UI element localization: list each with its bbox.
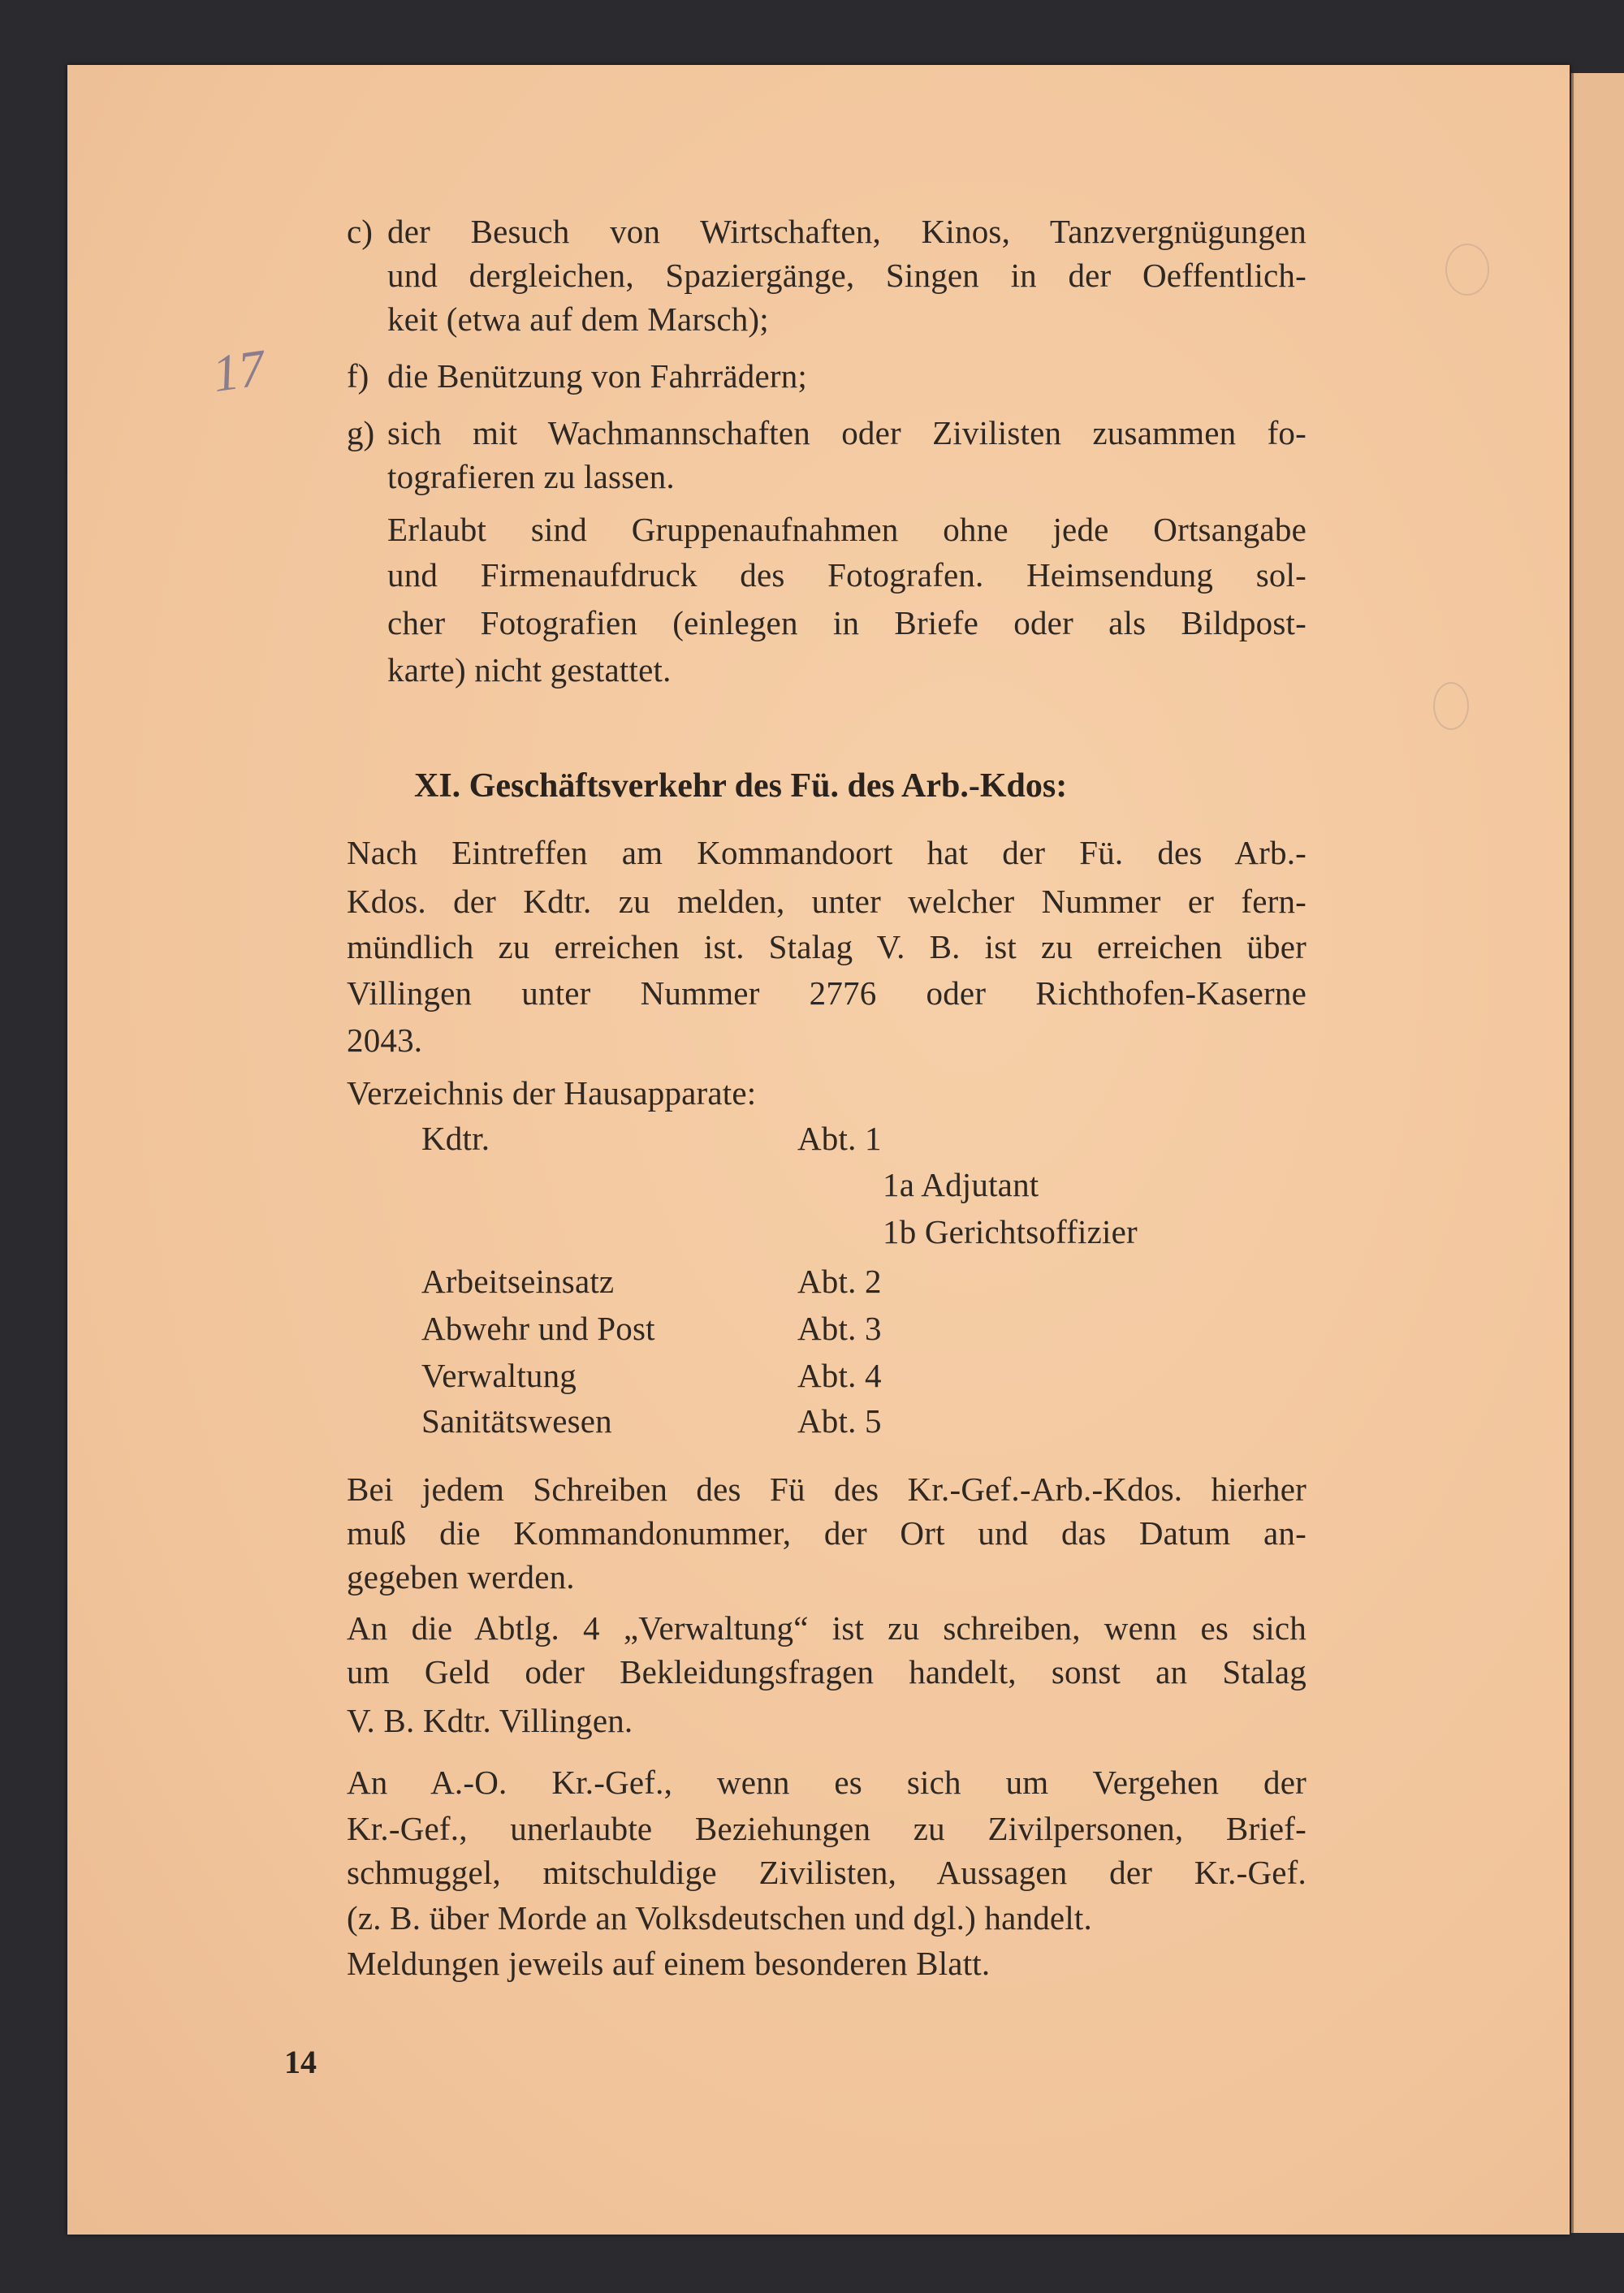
handwritten-note: 17 [209, 338, 269, 404]
directory-extension: Abt. 5 [797, 1402, 882, 1440]
directory-title: Verzeichnis der Hausapparate: [347, 1074, 757, 1112]
text-line: gegeben werden. [347, 1558, 575, 1596]
text-line: muß die Kommandonummer, der Ort und das Datum an- [347, 1514, 1307, 1552]
page-number: 14 [284, 2044, 317, 2080]
directory-name: Verwaltung [421, 1357, 577, 1394]
directory-extension: 1a Adjutant [883, 1166, 1039, 1203]
paper-stain [1445, 244, 1489, 296]
text-line: schmuggel, mitschuldige Zivilisten, Aussagen der Kr.-Gef. [347, 1854, 1307, 1891]
text-line: um Geld oder Bekleidungsfragen handelt, sonst an Stalag [347, 1653, 1307, 1691]
text-line: Bei jedem Schreiben des Fü des Kr.-Gef.-Arb.-Kdos. hierher [347, 1470, 1307, 1508]
text-line: mündlich zu erreichen ist. Stalag V. B. ist zu erreichen über [347, 928, 1307, 965]
text-line: keit (etwa auf dem Marsch); [387, 300, 769, 338]
adjacent-page-edge [1571, 73, 1624, 2233]
text-line: Meldungen jeweils auf einem besonderen Blatt. [347, 1945, 991, 1982]
list-marker: c) [347, 213, 373, 250]
text-line: und dergleichen, Spaziergänge, Singen in der Oeffentlich- [387, 257, 1307, 294]
directory-name: Abwehr und Post [421, 1310, 655, 1347]
directory-name: Kdtr. [421, 1120, 490, 1157]
list-marker: f) [347, 357, 369, 395]
text-line: sich mit Wachmannschaften oder Zivilisten zusammen fo- [387, 414, 1307, 451]
text-line: Villingen unter Nummer 2776 oder Richthofen-Kaserne [347, 974, 1307, 1012]
directory-name: Sanitätswesen [421, 1402, 612, 1440]
text-line: die Benützung von Fahrrädern; [387, 357, 808, 395]
text-line: 2043. [347, 1021, 423, 1059]
text-line: der Besuch von Wirtschaften, Kinos, Tanzvergnügungen [387, 213, 1307, 250]
text-line: cher Fotografien (einlegen in Briefe oder als Bildpost- [387, 604, 1307, 641]
directory-extension: Abt. 1 [797, 1120, 882, 1157]
text-line: karte) nicht gestattet. [387, 651, 672, 689]
text-line: An die Abtlg. 4 „Verwaltung“ ist zu schreiben, wenn es sich [347, 1609, 1307, 1647]
text-line: tografieren zu lassen. [387, 458, 675, 495]
section-heading: XI. Geschäftsverkehr des Fü. des Arb.-Kdos: [414, 767, 1068, 805]
directory-name: Arbeitseinsatz [421, 1263, 615, 1300]
directory-extension: Abt. 3 [797, 1310, 882, 1347]
list-marker: g) [347, 414, 375, 451]
text-line: Kdos. der Kdtr. zu melden, unter welcher Nummer er fern- [347, 883, 1307, 920]
text-line: und Firmenaufdruck des Fotografen. Heimsendung sol- [387, 556, 1307, 594]
directory-extension: Abt. 4 [797, 1357, 882, 1394]
text-line: (z. B. über Morde an Volksdeutschen und dgl.) handelt. [347, 1899, 1092, 1937]
directory-extension: 1b Gerichtsoffizier [883, 1213, 1138, 1250]
text-line: V. B. Kdtr. Villingen. [347, 1702, 633, 1739]
text-line: Erlaubt sind Gruppenaufnahmen ohne jede Ortsangabe [387, 511, 1307, 548]
paper-stain [1433, 682, 1469, 730]
text-line: An A.-O. Kr.-Gef., wenn es sich um Vergehen der [347, 1764, 1307, 1801]
text-line: Nach Eintreffen am Kommandoort hat der Fü. des Arb.- [347, 834, 1307, 871]
directory-extension: Abt. 2 [797, 1263, 882, 1300]
text-line: Kr.-Gef., unerlaubte Beziehungen zu Zivilpersonen, Brief- [347, 1810, 1307, 1847]
